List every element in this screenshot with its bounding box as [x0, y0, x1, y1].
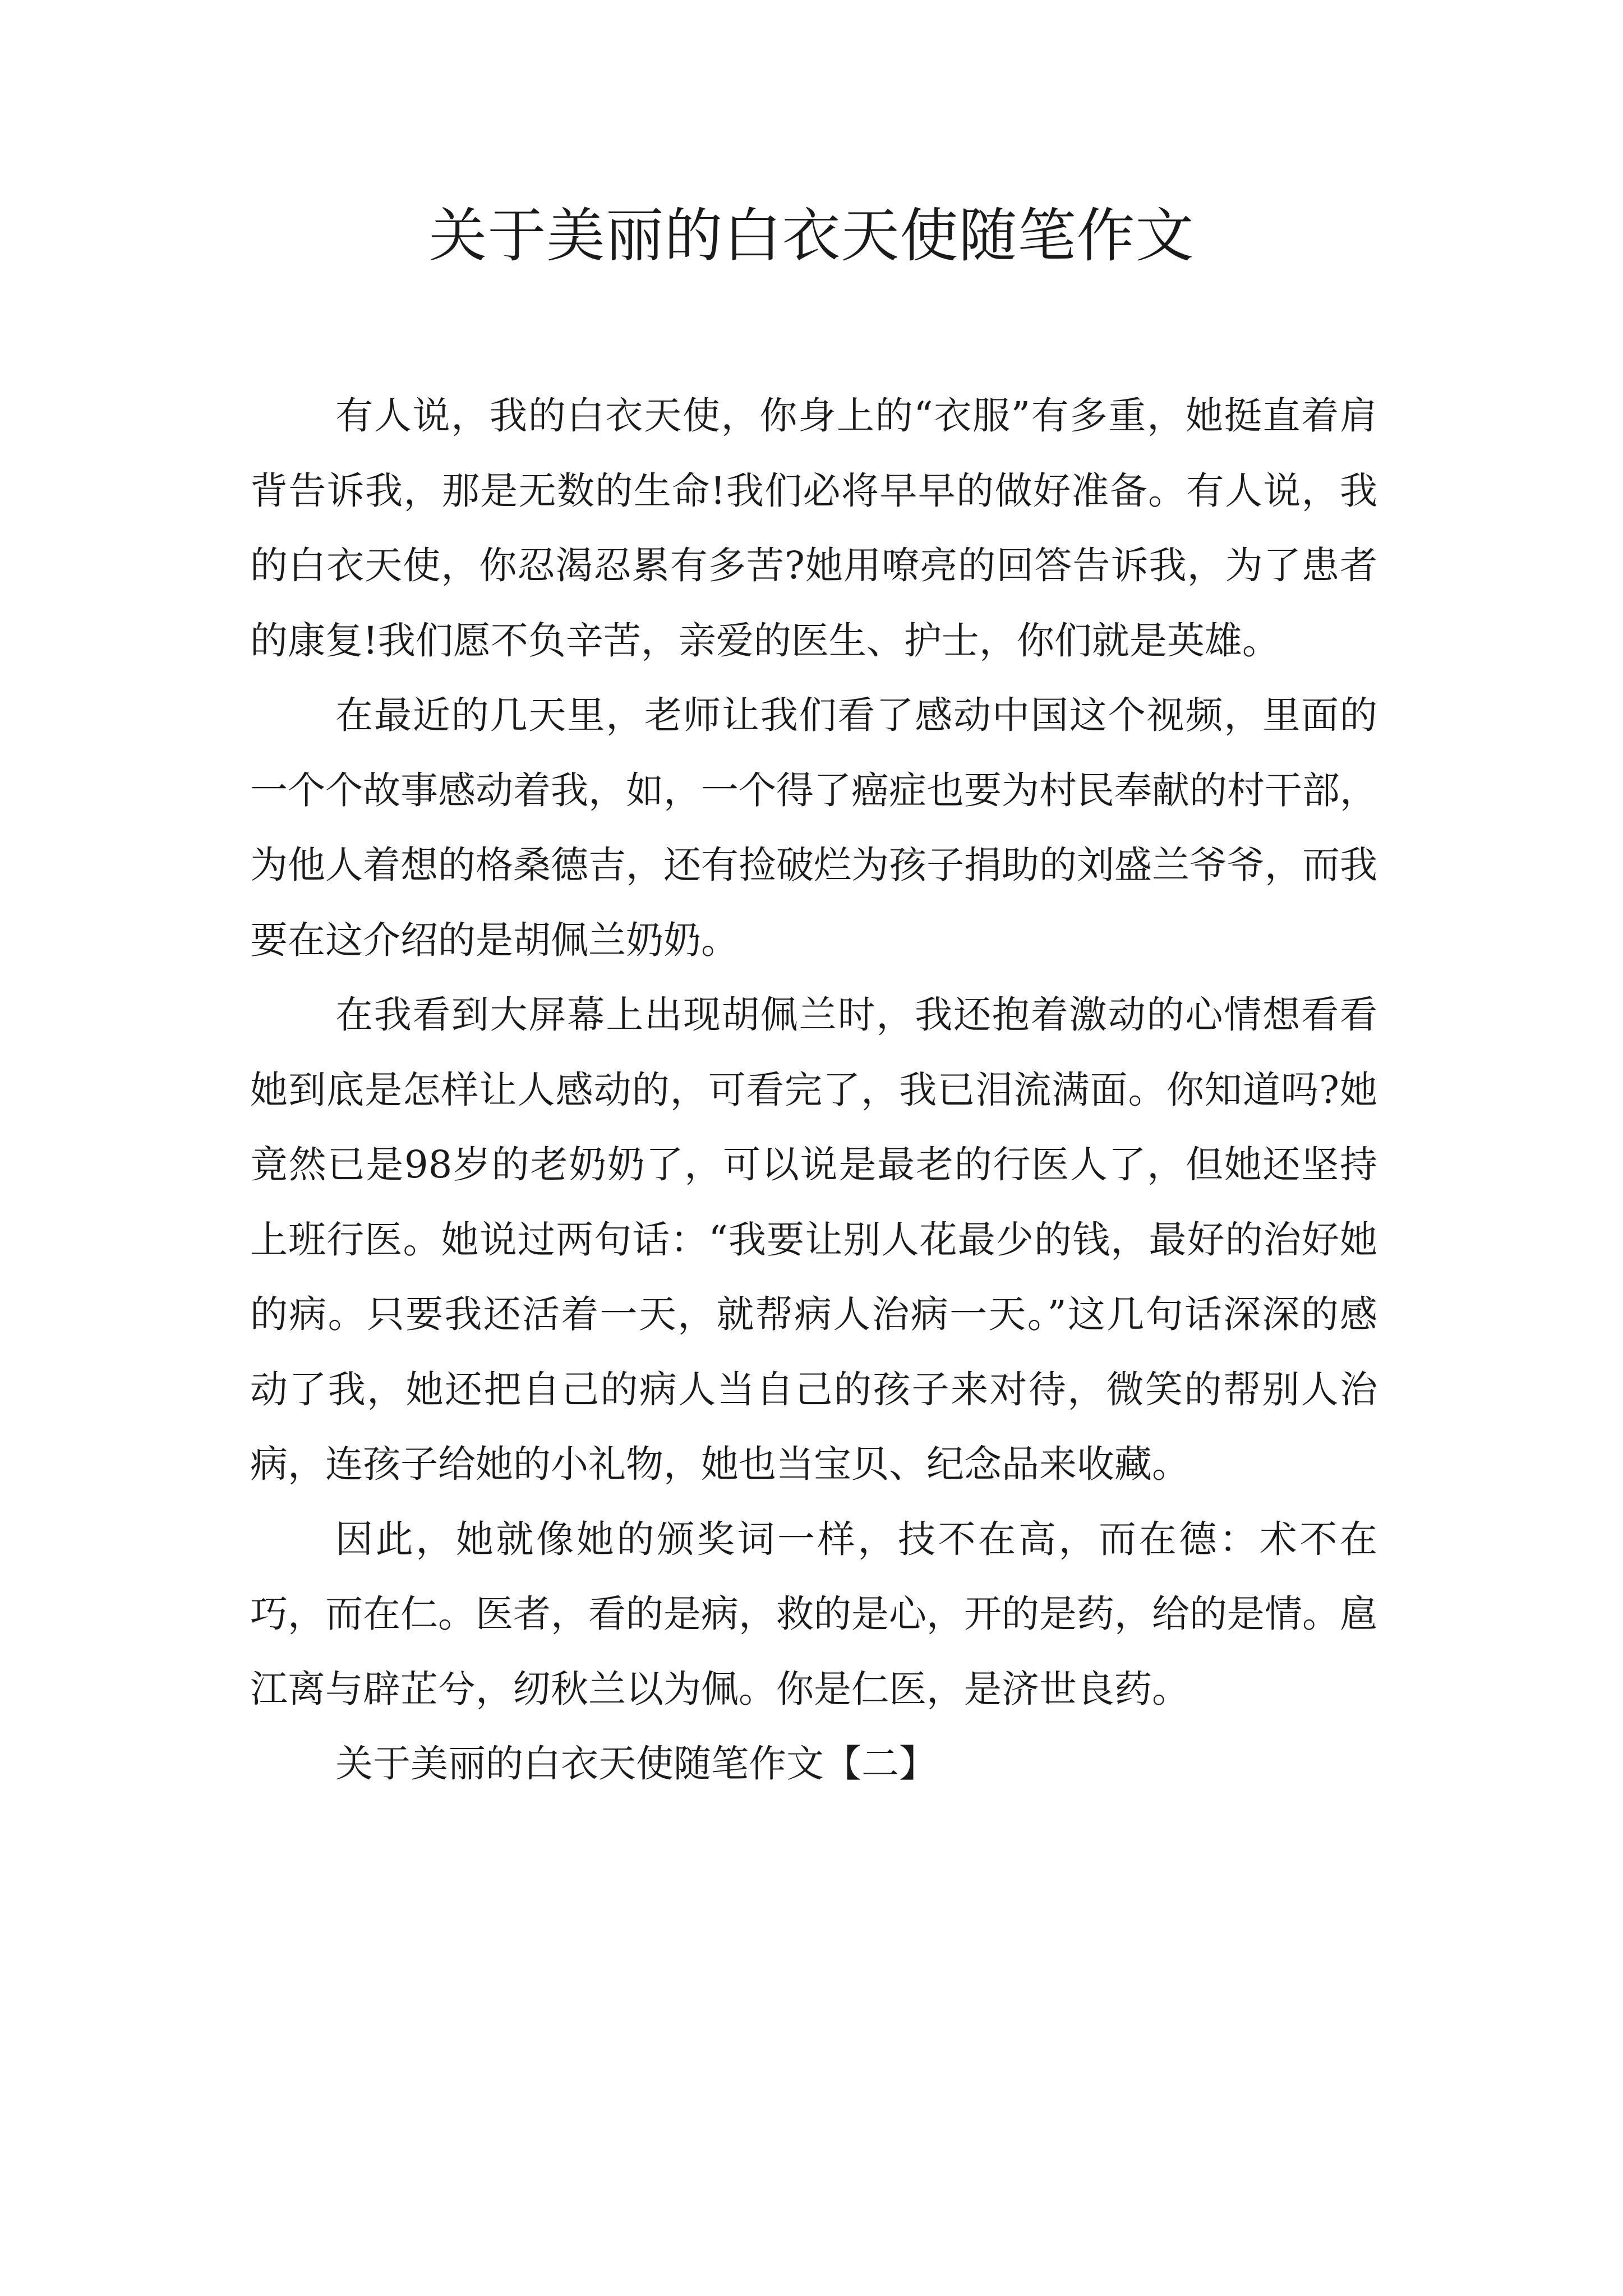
document-title: 关于美丽的白衣天使随笔作文: [428, 201, 1195, 270]
paragraph: 因此，她就像她的颁奖词一样，技不在高，而在德：术不在巧，而在仁。医者，看的是病，救的是心，开的是药，给的是情。扈江离与辟芷兮，纫秋兰以为佩。你是仁医，是济世良药。: [250, 1517, 1377, 1711]
document-body: [250, 379, 1377, 1802]
paragraph: 在我看到大屏幕上出现胡佩兰时，我还抱着激动的心情想看看她到底是怎样让人感动的，可看完了，我已泪流满面。你知道吗?她竟然已是98岁的老奶奶了，可以说是最老的行医人了，但她还坚持上班行医。她说过两句话：“我要让别人花最少的钱，最好的治好她的病。只要我还活着一天，就帮病人治病一天。”这几句话深深的感动了我，她还把自己的病人当自己的孩子来对待，微笑的帮别人治病，连孩子给她的小礼物，她也当宝贝、纪念品来收藏。: [250, 993, 1377, 1486]
section-heading: 关于美丽的白衣天使随笔作文【二】: [335, 1742, 937, 1786]
paragraph: 有人说，我的白衣天使，你身上的“衣服”有多重，她挺直着肩背告诉我，那是无数的生命!我们必将早早的做好准备。有人说，我的白衣天使，你忍渴忍累有多苦?她用嘹亮的回答告诉我，为了患者的康复!我们愿不负辛苦，亲爱的医生、护士，你们就是英雄。: [250, 394, 1377, 662]
paragraph: 在最近的几天里，老师让我们看了感动中国这个视频，里面的一个个故事感动着我，如，一个得了癌症也要为村民奉献的村干部，为他人着想的格桑德吉，还有捡破烂为孩子捐助的刘盛兰爷爷，而我要在这介绍的是胡佩兰奶奶。: [250, 693, 1377, 962]
